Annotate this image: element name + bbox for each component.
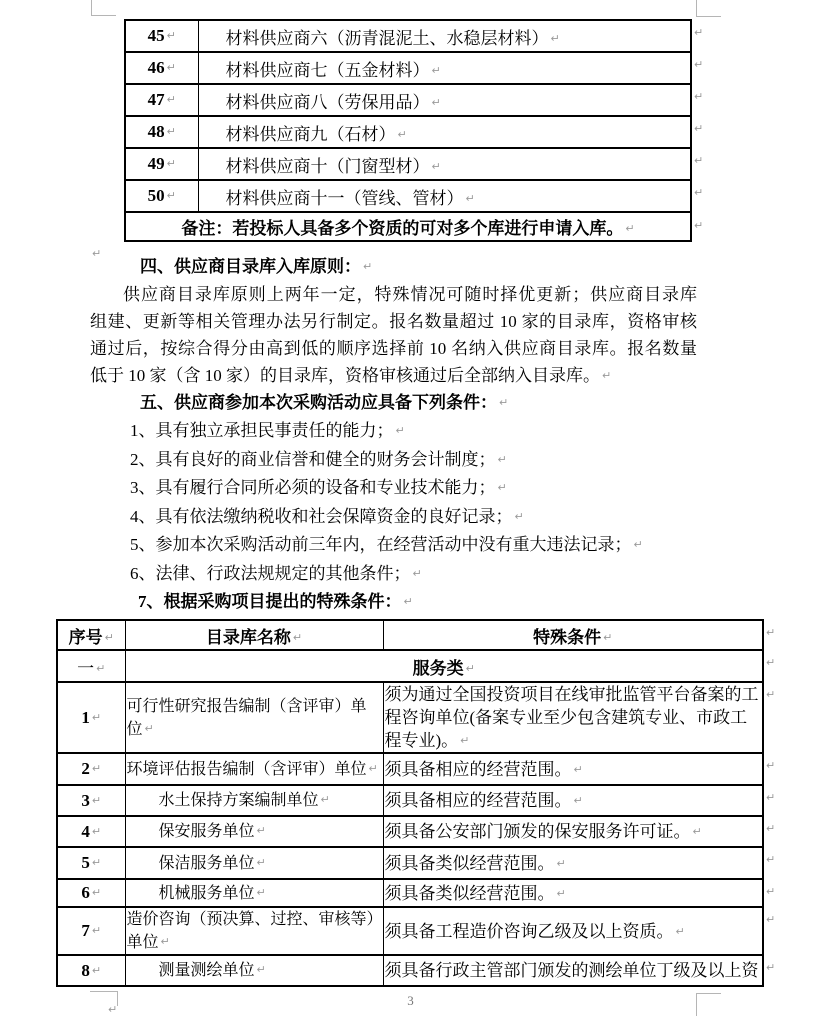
return-mark-icon: ↵: [514, 509, 524, 523]
return-mark-icon: ↵: [675, 924, 685, 938]
table-row: [57, 753, 763, 785]
return-mark-icon: ↵: [256, 885, 266, 899]
return-mark-icon: ↵: [91, 856, 102, 869]
return-mark-icon: ↵: [694, 219, 704, 232]
list-item: 3、具有履行合同所必须的设备和专业技术能力； ↵: [130, 478, 507, 497]
return-mark-icon: ↵: [96, 661, 106, 675]
return-mark-icon: ↵: [602, 369, 612, 382]
supplier-table-note: 备注：若投标人具备多个资质的可对多个库进行申请入库。 ↵: [125, 212, 691, 241]
supplier-name: 材料供应商九（石材） ↵: [198, 116, 691, 148]
row-no: 4 ↵: [57, 816, 125, 847]
return-mark-icon: ↵: [91, 710, 102, 724]
return-mark-icon: ↵: [412, 566, 422, 580]
list-item: 4、具有依法缴纳税收和社会保障资金的良好记录； ↵: [130, 506, 524, 526]
return-mark-icon: ↵: [573, 794, 583, 807]
return-mark-icon: ↵: [766, 961, 776, 974]
return-mark-icon: ↵: [497, 481, 507, 494]
special-condition: 须具备公安部门颁发的保安服务许可证。 ↵: [383, 816, 763, 847]
table-row: [57, 907, 763, 955]
return-mark-icon: ↵: [91, 886, 102, 899]
supplier-no: 46 ↵: [125, 52, 198, 84]
return-mark-icon: ↵: [292, 630, 303, 644]
section4-paragraph-line: 组建、更新等相关管理办法另行制定。报名数量超过 10 家的目录库，资格审核: [90, 312, 697, 331]
return-mark-icon: ↵: [556, 856, 566, 870]
table-row: [57, 847, 763, 879]
special-condition: 须具备行政主管部门颁发的测绘单位丁级及以上资: [383, 955, 763, 986]
return-mark-icon: ↵: [499, 396, 509, 409]
return-mark-icon: ↵: [694, 122, 704, 135]
supplier-table: [124, 19, 692, 242]
supplier-no: 45 ↵: [125, 20, 198, 52]
return-mark-icon: ↵: [320, 793, 330, 806]
table-row: [57, 879, 763, 907]
supplier-name: 材料供应商十（门窗型材） ↵: [198, 148, 691, 180]
table-row: [125, 148, 691, 180]
table-row: [57, 955, 763, 986]
catalogue-name: 造价咨询（预决算、过控、审核等）单位 ↵: [125, 907, 383, 955]
special-condition: 须具备工程造价咨询乙级及以上资质。 ↵: [383, 907, 763, 955]
category-no: 一 ↵: [57, 650, 125, 682]
return-mark-icon: ↵: [694, 186, 704, 199]
list-item: 1、具有独立承担民事责任的能力； ↵: [130, 421, 405, 440]
return-mark-icon: ↵: [694, 90, 704, 103]
return-mark-icon: ↵: [766, 885, 776, 898]
special-conditions-table: [56, 619, 764, 987]
return-mark-icon: ↵: [766, 913, 776, 926]
table-header-row: [57, 620, 763, 650]
special-condition: 须具备类似经营范围。 ↵: [383, 847, 763, 879]
return-mark-icon: ↵: [766, 822, 776, 835]
column-header-no: 序号 ↵: [57, 620, 125, 650]
list-item-7-heading: 7、根据采购项目提出的特殊条件： ↵: [138, 592, 413, 611]
catalogue-name: 保安服务单位 ↵: [125, 816, 383, 847]
table-row: [125, 180, 691, 212]
catalogue-name: 环境评估报告编制（含评审）单位 ↵: [125, 753, 383, 785]
return-mark-icon: ↵: [144, 721, 154, 735]
return-mark-icon: ↵: [395, 424, 405, 437]
row-no: 5 ↵: [57, 847, 125, 879]
supplier-no: 50 ↵: [125, 180, 198, 212]
row-no: 3 ↵: [57, 785, 125, 816]
row-no: 2 ↵: [57, 753, 125, 785]
return-mark-icon: ↵: [633, 538, 643, 551]
supplier-name: 材料供应商七（五金材料） ↵: [198, 52, 691, 84]
supplier-name: 材料供应商八（劳保用品） ↵: [198, 84, 691, 116]
return-mark-icon: ↵: [766, 759, 776, 772]
return-mark-icon: ↵: [766, 656, 776, 669]
return-mark-icon: ↵: [460, 734, 470, 747]
return-mark-icon: ↵: [766, 791, 776, 804]
row-no: 6 ↵: [57, 879, 125, 907]
section4-paragraph-line: 供应商目录库原则上两年一定，特殊情况可随时择优更新；供应商目录库: [123, 285, 697, 304]
list-item: 6、法律、行政法规规定的其他条件； ↵: [130, 563, 422, 583]
section4-paragraph-line: 通过后，按综合得分由高到低的顺序选择前 10 名纳入供应商目录库。报名数量: [90, 339, 697, 358]
catalogue-name: 可行性研究报告编制（含评审）单位 ↵: [125, 682, 383, 753]
section5-heading: 五、供应商参加本次采购活动应具备下列条件： ↵: [140, 393, 509, 412]
table-row: [125, 116, 691, 148]
row-no: 8 ↵: [57, 955, 125, 986]
return-mark-icon: ↵: [166, 157, 176, 170]
return-mark-icon: ↵: [91, 824, 102, 838]
special-condition: 须具备类似经营范围。 ↵: [383, 879, 763, 907]
return-mark-icon: ↵: [766, 688, 776, 701]
margin-crop-mark-top-left: [91, 0, 116, 16]
return-mark-icon: ↵: [766, 626, 776, 639]
return-mark-icon: ↵: [91, 793, 102, 807]
return-mark-icon: ↵: [166, 125, 176, 138]
return-mark-icon: ↵: [465, 661, 475, 675]
return-mark-icon: ↵: [692, 825, 702, 838]
return-mark-icon: ↵: [166, 93, 176, 106]
supplier-no: 49 ↵: [125, 148, 198, 180]
return-mark-icon: ↵: [465, 191, 475, 205]
catalogue-name: 水土保持方案编制单位 ↵: [125, 785, 383, 816]
return-mark-icon: ↵: [694, 58, 704, 71]
special-condition: 须具备相应的经营范围。 ↵: [383, 753, 763, 785]
catalogue-name: 保洁服务单位 ↵: [125, 847, 383, 879]
return-mark-icon: ↵: [256, 963, 266, 976]
return-mark-icon: ↵: [573, 762, 583, 776]
return-mark-icon: ↵: [166, 29, 176, 42]
list-item: 5、参加本次采购活动前三年内，在经营活动中没有重大违法记录； ↵: [130, 535, 643, 554]
return-mark-icon: ↵: [368, 761, 378, 775]
return-mark-icon: ↵: [104, 630, 114, 644]
return-mark-icon: ↵: [550, 31, 560, 45]
margin-crop-mark-top-right: [696, 0, 721, 17]
return-mark-icon: ↵: [694, 154, 704, 167]
table-row: [125, 20, 691, 52]
supplier-no: 47 ↵: [125, 84, 198, 116]
return-mark-icon: ↵: [363, 260, 373, 273]
return-mark-icon: ↵: [160, 935, 170, 948]
return-mark-icon: ↵: [431, 95, 441, 109]
return-mark-icon: ↵: [108, 1003, 118, 1016]
catalogue-name: 机械服务单位 ↵: [125, 879, 383, 907]
body-text: [90, 253, 697, 617]
return-mark-icon: ↵: [556, 886, 566, 900]
return-mark-icon: ↵: [92, 247, 102, 260]
category-label: 服务类 ↵: [125, 650, 763, 682]
return-mark-icon: ↵: [694, 26, 704, 39]
return-mark-icon: ↵: [256, 824, 266, 837]
supplier-name: 材料供应商十一（管线、管材） ↵: [198, 180, 691, 212]
section4-heading: 四、供应商目录库入库原则： ↵: [140, 257, 373, 276]
table-row: [125, 84, 691, 116]
return-mark-icon: ↵: [397, 127, 407, 141]
return-mark-icon: ↵: [497, 452, 507, 466]
supplier-no: 48 ↵: [125, 116, 198, 148]
row-no: 7 ↵: [57, 907, 125, 955]
return-mark-icon: ↵: [403, 595, 413, 608]
return-mark-icon: ↵: [91, 924, 102, 937]
return-mark-icon: ↵: [91, 762, 102, 775]
table-row: [125, 52, 691, 84]
return-mark-icon: ↵: [91, 963, 102, 977]
table-row-note: [125, 212, 691, 241]
category-row: [57, 650, 763, 682]
column-header-name: 目录库名称 ↵: [125, 620, 383, 650]
return-mark-icon: ↵: [431, 63, 441, 77]
return-mark-icon: ↵: [256, 855, 266, 869]
return-mark-icon: ↵: [431, 159, 441, 173]
section4-paragraph-line: 低于 10 家（含 10 家）的目录库，资格审核通过后全部纳入目录库。 ↵: [90, 366, 612, 385]
special-condition: 须具备相应的经营范围。 ↵: [383, 785, 763, 816]
table-row: [57, 682, 763, 753]
table-row: [57, 785, 763, 816]
list-item: 2、具有良好的商业信誉和健全的财务会计制度； ↵: [130, 449, 507, 469]
table-row: [57, 816, 763, 847]
special-condition: 须为通过全国投资项目在线审批监管平台备案的工程咨询单位(备案专业至少包含建筑专业、市政工程专业)。 ↵: [383, 682, 763, 753]
return-mark-icon: ↵: [625, 222, 635, 235]
return-mark-icon: ↵: [766, 853, 776, 866]
supplier-name: 材料供应商六（沥青混泥土、水稳层材料） ↵: [198, 20, 691, 52]
return-mark-icon: ↵: [166, 189, 176, 202]
row-no: 1 ↵: [57, 682, 125, 753]
return-mark-icon: ↵: [166, 61, 176, 74]
page-number: 3: [407, 993, 414, 1008]
catalogue-name: 测量测绘单位 ↵: [125, 955, 383, 986]
column-header-cond: 特殊条件 ↵: [383, 620, 763, 650]
return-mark-icon: ↵: [603, 630, 613, 644]
